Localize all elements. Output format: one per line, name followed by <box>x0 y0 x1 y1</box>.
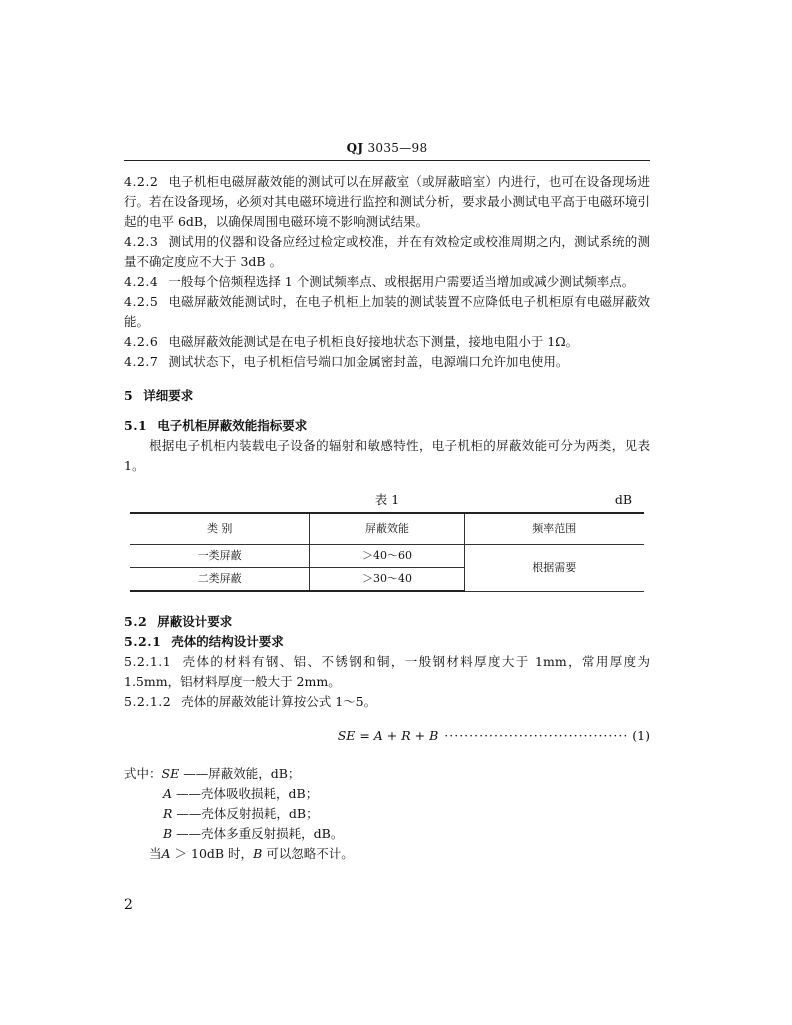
header-rule <box>124 160 650 161</box>
formula-label: (1) <box>632 728 650 743</box>
clause-number: 4.2.6 <box>124 334 159 349</box>
clause-text: 壳体的屏蔽效能计算按公式 1～5。 <box>181 694 377 709</box>
clause-5-2-1-2 <box>124 692 650 712</box>
clause-text: 壳体的材料有钢、铝、不锈钢和铜，一般钢材料厚度大于 1mm，常用厚度为 1.5mm，铝材料厚度一般大于 2mm。 <box>124 654 650 689</box>
clause-4-2-2 <box>124 172 650 232</box>
section-5-1-heading <box>124 416 650 436</box>
section-5-1-paragraph: 根据电子机柜内装载电子设备的辐射和敏感特性，电子机柜的屏蔽效能可分为两类，见表 1。 <box>124 438 650 473</box>
clause-text: 电磁屏蔽效能测试时，在电子机柜上加装的测试装置不应降低电子机柜原有电磁屏蔽效能。 <box>124 294 650 329</box>
clause-text: 一般每个倍频程选择 1 个测试频率点、或根据用户需要适当增加或减少测试频率点。 <box>168 274 635 289</box>
doc-number: 3035—98 <box>367 141 428 155</box>
shielding-table <box>130 512 644 592</box>
doc-prefix: QJ <box>346 141 364 155</box>
page-number: 2 <box>124 897 133 913</box>
section-5-2-1-heading <box>124 632 650 652</box>
cell-effectiveness: ＞40～60 <box>310 545 464 568</box>
section-number: 5.2 <box>124 614 148 629</box>
clause-text: 测试状态下，电子机柜信号端口加金属密封盖，电源端口允许加电使用。 <box>168 354 569 369</box>
symbol-r: R <box>163 806 173 821</box>
where-intro: 式中： <box>124 766 162 781</box>
section-title: 屏蔽设计要求 <box>157 614 233 629</box>
table-caption: 表 1 <box>374 492 400 507</box>
column-header-effectiveness: 屏蔽效能 <box>310 513 464 545</box>
section-title: 详细要求 <box>143 388 194 403</box>
symbol-desc: ——壳体吸收损耗，dB； <box>176 786 319 801</box>
cell-category: 二类屏蔽 <box>130 568 310 592</box>
clause-4-2-5 <box>124 292 650 332</box>
clause-number: 4.2.3 <box>124 234 159 249</box>
section-5-2-heading <box>124 612 650 632</box>
note-prefix: 当 <box>149 846 162 861</box>
column-header-frequency: 频率范围 <box>464 513 644 545</box>
table-unit: dB <box>614 492 632 507</box>
column-header-category: 类 别 <box>130 513 310 545</box>
note-middle: ＞ 10dB 时， <box>170 846 254 861</box>
clause-number: 5.2.1.1 <box>124 654 172 669</box>
clause-text: 电子机柜电磁屏蔽效能的测试可以在屏蔽室（或屏蔽暗室）内进行，也可在设备现场进行。若在设备现场，必须对其电磁环境进行监控和测试分析，要求最小测试电平高于电磁环境引起的电平 6dB，以确保周围电磁环境不影响测试结果。 <box>124 174 650 229</box>
note-symbol-b: B <box>253 846 263 861</box>
document-body <box>124 172 650 864</box>
clause-number: 4.2.2 <box>124 174 159 189</box>
section-title: 电子机柜屏蔽效能指标要求 <box>157 418 308 433</box>
clause-4-2-4 <box>124 272 650 292</box>
symbol-desc: ——壳体多重反射损耗，dB。 <box>176 826 344 841</box>
section-5-heading <box>124 386 650 406</box>
where-line-se <box>124 764 650 784</box>
formula-leader-dots: ····································· <box>444 728 629 743</box>
where-note <box>124 844 650 864</box>
clause-4-2-7 <box>124 352 650 372</box>
symbol-a: A <box>163 786 173 801</box>
where-line-b <box>124 824 650 844</box>
clause-4-2-3 <box>124 232 650 272</box>
formula-1 <box>124 726 650 746</box>
formula-expression: SE = A + R + B <box>337 728 439 743</box>
table-row <box>130 545 644 568</box>
clause-number: 4.2.4 <box>124 274 159 289</box>
clause-text: 测试用的仪器和设备应经过检定或校准，并在有效检定或校准周期之内，测试系统的测量不确定度应不大于 3dB 。 <box>124 234 650 269</box>
table-header-row <box>130 513 644 545</box>
where-line-a <box>124 784 650 804</box>
cell-category: 一类屏蔽 <box>130 545 310 568</box>
page-header <box>124 141 650 155</box>
symbol-b: B <box>163 826 173 841</box>
section-number: 5 <box>124 388 134 403</box>
section-number: 5.1 <box>124 418 148 433</box>
clause-number: 4.2.7 <box>124 354 159 369</box>
cell-effectiveness: ＞30～40 <box>310 568 464 592</box>
symbol-desc: ——屏蔽效能，dB； <box>183 766 301 781</box>
note-suffix: 可以忽略不计。 <box>262 846 354 861</box>
symbol-se: SE <box>161 766 180 781</box>
clause-number: 5.2.1.2 <box>124 694 172 709</box>
section-number: 5.2.1 <box>124 634 162 649</box>
cell-frequency-range: 根据需要 <box>464 545 644 592</box>
note-symbol-a: A <box>161 846 171 861</box>
clause-5-2-1-1 <box>124 652 650 692</box>
clause-4-2-6 <box>124 332 650 352</box>
clause-text: 电磁屏蔽效能测试是在电子机柜良好接地状态下测量，接地电阻小于 1Ω。 <box>168 334 579 349</box>
section-title: 壳体的结构设计要求 <box>171 634 284 649</box>
clause-number: 4.2.5 <box>124 294 159 309</box>
where-line-r <box>124 804 650 824</box>
symbol-desc: ——壳体反射损耗，dB； <box>176 806 319 821</box>
table-1 <box>124 490 650 598</box>
